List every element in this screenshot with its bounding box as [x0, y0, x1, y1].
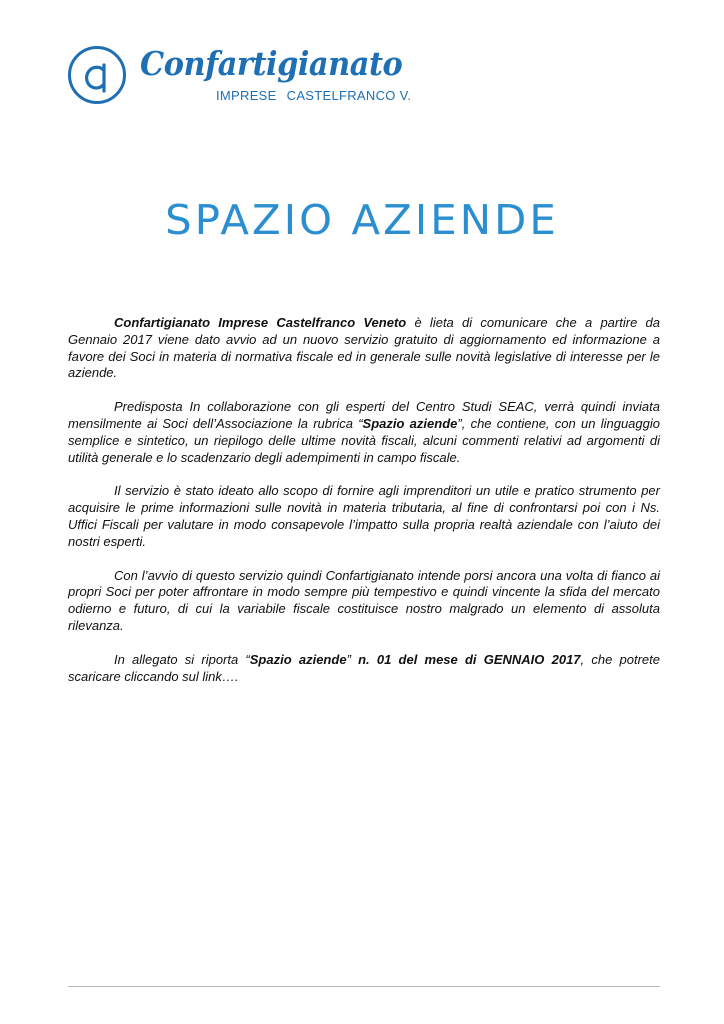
confartigianato-logo [68, 44, 412, 110]
p5-bold-title: Spazio aziende [249, 651, 347, 667]
p5-after: , che potrete scaricare cliccando sul link…. [68, 651, 660, 684]
letter-body [68, 315, 660, 702]
p5-mid: ” [346, 651, 359, 667]
paragraph-1 [68, 315, 660, 382]
p3-text: Il servizio è stato ideato allo scopo di fornire agli imprenditori un utile e pratico strumento per acquisire le prime informazioni sulle novità in materia tributaria, al fine di confrontarsi poi con i Ns. Uffici Fiscali per valutare in modo consapevole l’impatto sulla propria realtà aziendale con l’aiuto dei nostri esperti. [68, 483, 660, 549]
page-headline: SPAZIO AZIENDE [165, 196, 559, 244]
p1-bold: Confartigianato Imprese Castelfranco Veneto [114, 315, 407, 330]
p5-bold-issue: n. 01 del mese di GENNAIO 2017 [358, 651, 581, 667]
paragraph-5 [68, 652, 660, 686]
paragraph-3 [68, 483, 660, 550]
paragraph-4 [68, 568, 660, 635]
p2-after: ”, che contiene, con un linguaggio semplice e sintetico, un riepilogo delle ultime novità fiscali, alcuni commenti relativi ad argomenti di utilità generale e lo scadenzario degli adempimenti in campo fiscale. [68, 415, 660, 465]
p1-text: è lieta di comunicare che a partire da Gennaio 2017 viene dato avvio ad un nuovo servizio gratuito di aggiornamento ed informazione a favore dei Soci in materia di normativa fiscale ed in generale sulle novità legislative di interesse per le aziende. [68, 315, 660, 381]
logo-sub-right: CASTELFRANCO V. [286, 88, 412, 103]
footer-divider [68, 986, 660, 987]
p2-bold: Spazio aziende [362, 415, 458, 431]
logo-subtitle [216, 88, 411, 103]
p4-text: Con l’avvio di questo servizio quindi Confartigianato intende porsi ancora una volta di fianco ai propri Soci per poter affrontare in modo sempre più tempestivo e quindi vincente la sfida del mercato odierno e futuro, di cui la variabile fiscale costituisce nostro malgrado un elemento di assoluta rilevanza. [68, 567, 660, 633]
logo-sub-left: IMPRESE [216, 88, 277, 103]
p5-before: In allegato si riporta “ [114, 651, 250, 667]
p2-before: Predisposta In collaborazione con gli esperti del Centro Studi SEAC, verrà quindi inviata mensilmente ai Soci dell’Associazione la rubrica “ [68, 399, 660, 431]
logo-name: Confartigianato [140, 44, 403, 83]
at-sign-icon [68, 46, 126, 104]
paragraph-2 [68, 399, 660, 466]
